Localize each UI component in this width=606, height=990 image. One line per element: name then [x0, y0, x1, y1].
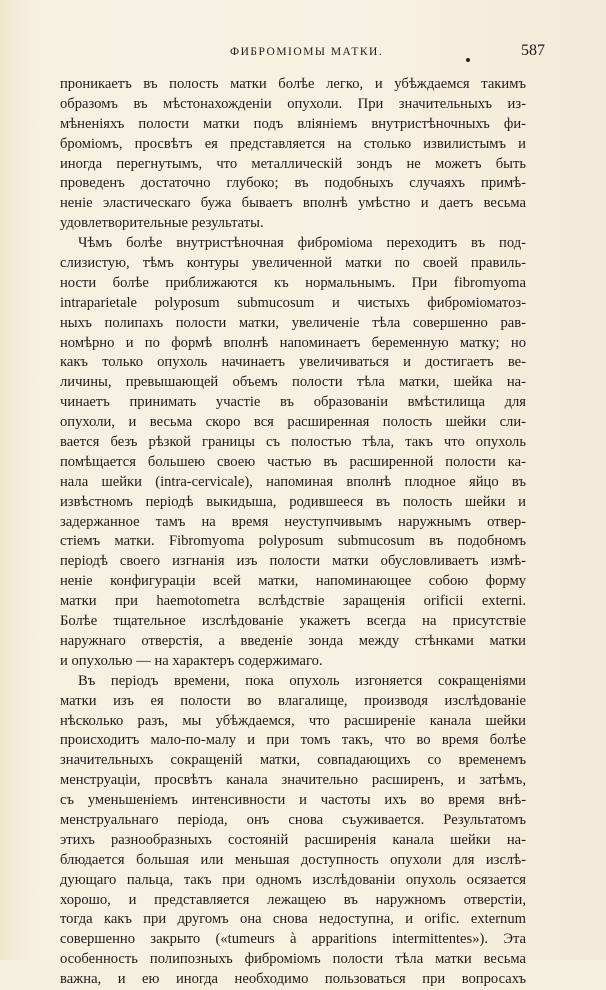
text-line: помѣщается большею своею частью въ расширенной полости ка- [60, 453, 526, 470]
text-line: неніе эластическаго бужа бываетъ вполнѣ умѣстно и даетъ весьма [60, 195, 526, 212]
text-line: личины, превышающей объемъ полости тѣла матки, шейка на- [60, 374, 526, 391]
text-line: наружнаго отверстія, а введеніе зонда между стѣнками матки [60, 632, 526, 649]
text-line: Болѣе тщательное изслѣдованіе укажетъ всегда на присутствіе [60, 613, 526, 630]
text-line: и опухолью — на характеръ содержимаго. [60, 652, 323, 669]
text-line: нѣсколько разъ, мы убѣждаемся, что расширеніе канала шейки [60, 712, 526, 729]
text-line: съ уменьшеніемъ интенсивности и частоты ихъ во время внѣ- [60, 792, 526, 809]
text-line: опухоли, и весьма скоро вся расширенная полость шейки сли- [60, 414, 526, 431]
text-line: неніе конфигураціи всей матки, напоминающее собою форму [60, 573, 526, 590]
text-line: матки при haemotometra вслѣдствіе заращенія orificii externi. [60, 593, 526, 610]
text-line: стіемъ матки. Fibromyoma polyposum submucosum въ подобномъ [60, 533, 526, 550]
body-text [60, 75, 526, 990]
text-line: хорошо, и представляется лежащею въ наружномъ отверстіи, [60, 891, 526, 908]
text-line: блюдается большая или меньшая доступность опухоли для изслѣ- [60, 851, 526, 868]
text-line: ности болѣе приближаются къ нормальнымъ. При fibromyoma [60, 274, 526, 291]
text-line: задержанное тамъ на время неуступчивымъ наружнымъ отвер- [60, 513, 526, 530]
text-line: слизистую, тѣмъ контуры увеличенной матки по своей правиль- [60, 255, 526, 272]
text-line: этихъ разнообразныхъ состояній расширенія канала шейки на- [60, 831, 526, 848]
text-line: менструальнаго періода, онъ снова съуживается. Результатомъ [60, 811, 526, 828]
text-line: мѣненіяхъ полости матки подъ вліяніемъ внутристѣночныхъ фи- [60, 115, 526, 132]
text-line: броміомъ, просвѣтъ ея представляется на столько извилистымъ и [60, 135, 526, 152]
text-line: проникаетъ въ полость матки болѣе легко, и убѣждаемся такимъ [60, 76, 526, 92]
text-line: вается безъ рѣзкой границы съ полостью тѣла, такъ что опухоль [60, 434, 526, 451]
text-line: совершенно закрыто («tumeurs à apparitions intermittentes»). Эта [60, 931, 526, 948]
text-line: дующаго пальца, такъ при одномъ изслѣдованіи опухоль осязается [60, 871, 526, 888]
text-line: важна, и ею иногда необходимо пользоваться при вопросахъ [60, 971, 526, 988]
text-line: происходитъ мало-по-малу и при томъ такъ, что во время болѣе [60, 732, 526, 749]
text-line: Въ періодъ времени, пока опухоль изгоняется сокращеніями [78, 672, 526, 689]
text-line: тогда какъ при другомъ она снова недоступна, и orific. externum [60, 911, 526, 928]
page-number: 587 [521, 42, 545, 59]
text-line: проведенъ достаточно глубоко; въ подобныхъ случаяхъ примѣ- [60, 175, 526, 192]
text-line: чинаетъ принимать участіе въ образованіи вмѣстилища для [60, 394, 526, 411]
text-line: менструаціи, просвѣтъ канала значительно расширенъ, и затѣмъ, [60, 772, 526, 789]
page-header [60, 44, 545, 64]
text-line: періодѣ своего изгнанія изъ полости матки обусловливаетъ измѣ- [60, 553, 526, 570]
text-line: образомъ въ мѣстонахожденіи опухоли. При значительныхъ из- [60, 95, 526, 112]
text-line: какъ только опухоль начинаетъ увеличиваться и достигаетъ ве- [60, 354, 526, 371]
text-line: удовлетворительные результаты. [60, 215, 264, 232]
text-line: значительныхъ сокращеній матки, совпадающихъ со временемъ [60, 752, 526, 769]
text-line: нала шейки (intra-cervicale), напоминая вполнѣ плодное яйцо въ [60, 473, 526, 490]
text-line: Чѣмъ болѣе внутристѣночная фиброміома переходитъ въ под- [78, 235, 526, 252]
text-line: intraparietale polyposum submucosum и чистыхъ фиброміоматоз- [60, 294, 526, 311]
text-line: иногда перегнутымъ, что металлическій зондъ не можетъ быть [60, 155, 526, 172]
running-title: ФИБРОМІОМЫ МАТКИ. [230, 46, 384, 58]
text-line: номѣрно и по формѣ вполнѣ напоминаетъ беременную матку; но [60, 334, 526, 351]
text-line: матки изъ ея полости во влагалище, производя изслѣдованіе [60, 692, 526, 709]
ink-mark [466, 58, 470, 62]
text-line: извѣстномъ періодѣ выкидыша, родившееся въ полость шейки и [60, 493, 526, 510]
text-line: особенность полипозныхъ фиброміомъ полости тѣла матки весьма [60, 951, 526, 968]
text-line: ныхъ полипахъ полости матки, увеличеніе тѣла совершенно рав- [60, 314, 526, 331]
